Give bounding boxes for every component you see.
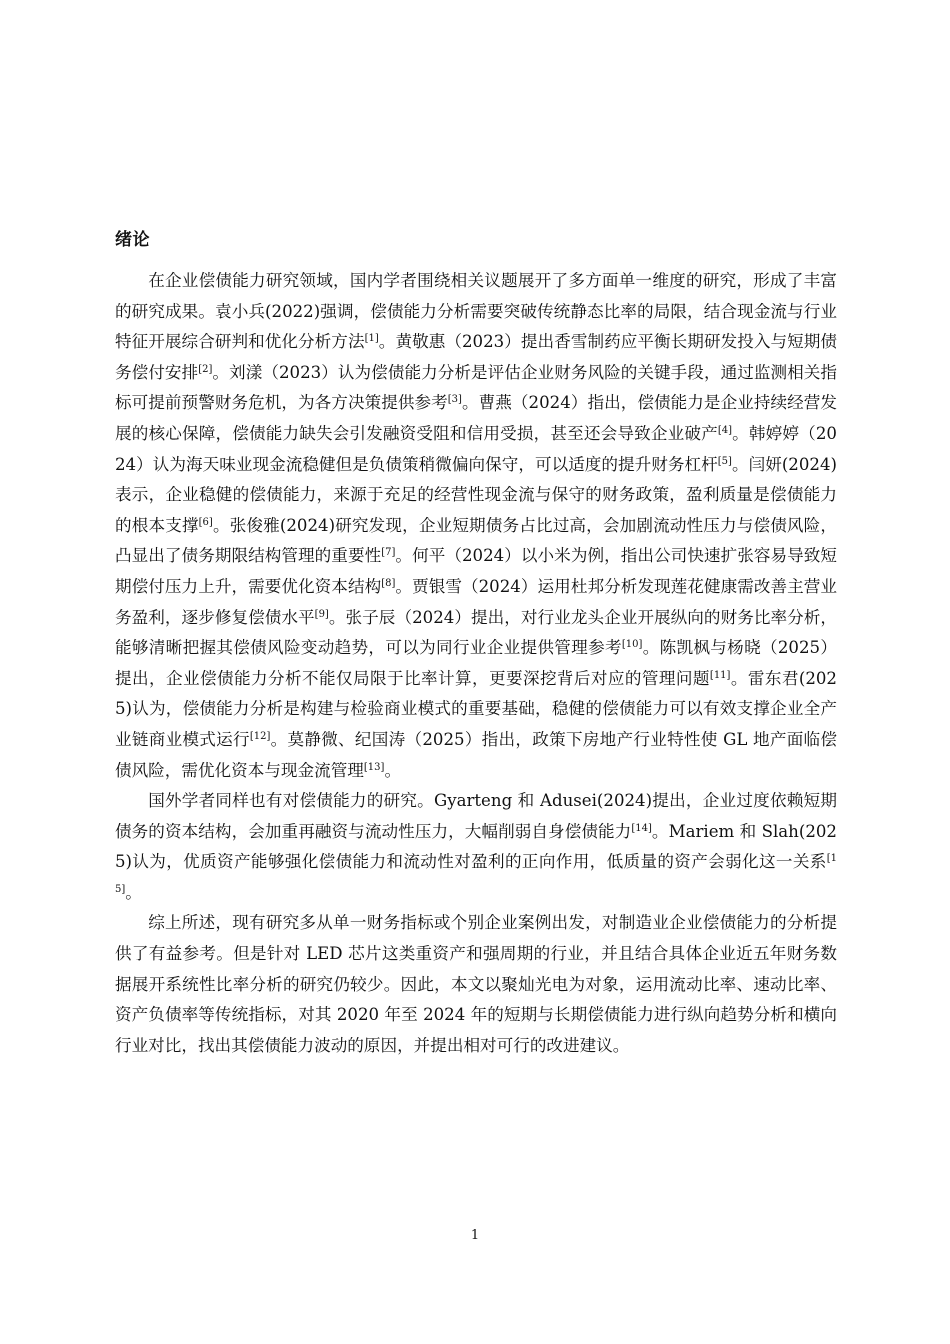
citation-mark: [5] <box>717 455 732 467</box>
body-text <box>115 266 837 1061</box>
citation-mark: [1] <box>364 333 379 345</box>
citation-mark: [13] <box>363 761 385 773</box>
text-run: 。张子辰（2024）提出，对行业龙头企业开展纵向的财务比率分析，能够清晰把握其偿债风险变动趋势，可以为同行业企业提供管理参考 <box>115 607 838 658</box>
text-run: 在企业偿债能力研究领域，国内学者围绕相关议题展开了多方面单一维度的研究，形成了丰富的研究成果。袁小兵(2022)强调，偿债能力分析需要突破传统静态比率的局限，结合现金流与行业特征开展综合研判和优化分析方法 <box>115 271 837 352</box>
paragraph-domestic-research <box>115 266 837 786</box>
paragraph-summary <box>115 908 837 1061</box>
text-run: 。刘漾（2023）认为偿债能力分析是评估企业财务风险的关键手段，通过监测相关指标可提前预警财务危机，为各方决策提供参考 <box>115 362 838 413</box>
text-run: 。 <box>125 882 142 902</box>
text-run: 。陈凯枫与杨晓（2025）提出，企业偿债能力分析不能仅局限于比率计算，更要深挖背后对应的管理问题 <box>115 638 837 688</box>
text-run: 。雷东君(2025)认为，偿债能力分析是构建与检验商业模式的重要基础，稳健的偿债能力可以有效支撑企业全产业链商业模式运行 <box>115 668 837 749</box>
text-run: 国外学者同样也有对偿债能力的研究。Gyarteng 和 Adusei(2024)提出，企业过度依赖短期债务的资本结构，会加重再融资与流动性压力，大幅削弱自身偿债能力 <box>115 791 837 841</box>
citation-mark: [9] <box>314 608 329 620</box>
text-run: 。何平（2024）以小米为例，指出公司快速扩张容易导致短期偿付压力上升，需要优化资本结构 <box>115 546 837 596</box>
text-run: 综上所述，现有研究多从单一财务指标或个别企业案例出发，对制造业企业偿债能力的分析提供了有益参考。但是针对 LED 芯片这类重资产和强周期的行业，并且结合具体企业近五年财务数据展开系统性比率分析的研究仍较少。因此，本文以聚灿光电为对象，运用流动比率、速动比率、资产负债率等传统指标，对其 2020 年至 2024 年的短期与长期偿债能力进行纵向趋势分析和横向行业对比，找出其偿债能力波动的原因，并提出相对可行的改进建议。 <box>115 913 837 1055</box>
text-run: 。曹燕（2024）指出，偿债能力是企业持续经营发展的核心保障，偿债能力缺失会引发融资受阻和信用受损，甚至还会导致企业破产 <box>115 393 838 443</box>
citation-mark: [12] <box>249 730 271 742</box>
text-run: 。贾银雪（2024）运用杜邦分析发现莲花健康需改善主营业务盈利，逐步修复偿债水平 <box>115 576 837 627</box>
citation-mark: [2] <box>198 363 213 375</box>
citation-mark: [3] <box>447 394 462 406</box>
text-run: 。 <box>384 760 402 780</box>
text-run: 。韩婷婷（2024）认为海天味业现金流稳健但是负债策稍微偏向保守，可以适度的提升财务杠杆 <box>115 423 837 474</box>
text-run: 。黄敬惠（2023）提出香雪制药应平衡长期研发投入与短期债务偿付安排 <box>115 332 838 382</box>
citation-mark: [11] <box>709 669 731 681</box>
citation-mark: [15] <box>115 853 837 895</box>
text-run: 。Mariem 和 Slah(2025)认为，优质资产能够强化偿债能力和流动性对盈利的正向作用，低质量的资产会弱化这一关系 <box>115 821 837 872</box>
citation-mark: [4] <box>717 424 732 436</box>
text-run: 。闫妍(2024)表示，企业稳健的偿债能力，来源于充足的经营性现金流与保守的财务政策，盈利质量是偿债能力的根本支撑 <box>115 454 837 535</box>
page-number: 1 <box>470 1228 480 1243</box>
section-heading: 绪论 <box>115 230 150 250</box>
citation-mark: [8] <box>381 577 396 589</box>
citation-mark: [14] <box>631 822 652 834</box>
text-run: 。张俊雅(2024)研究发现，企业短期债务占比过高，会加剧流动性压力与偿债风险，凸显出了债务期限结构管理的重要性 <box>115 515 837 566</box>
paragraph-foreign-research <box>115 786 837 908</box>
text-run: 。莫静微、纪国涛（2025）指出，政策下房地产行业特性使 GL 地产面临偿债风险，需优化资本与现金流管理 <box>115 729 837 780</box>
citation-mark: [7] <box>381 547 396 559</box>
citation-mark: [6] <box>198 516 213 528</box>
citation-mark: [10] <box>621 639 643 651</box>
